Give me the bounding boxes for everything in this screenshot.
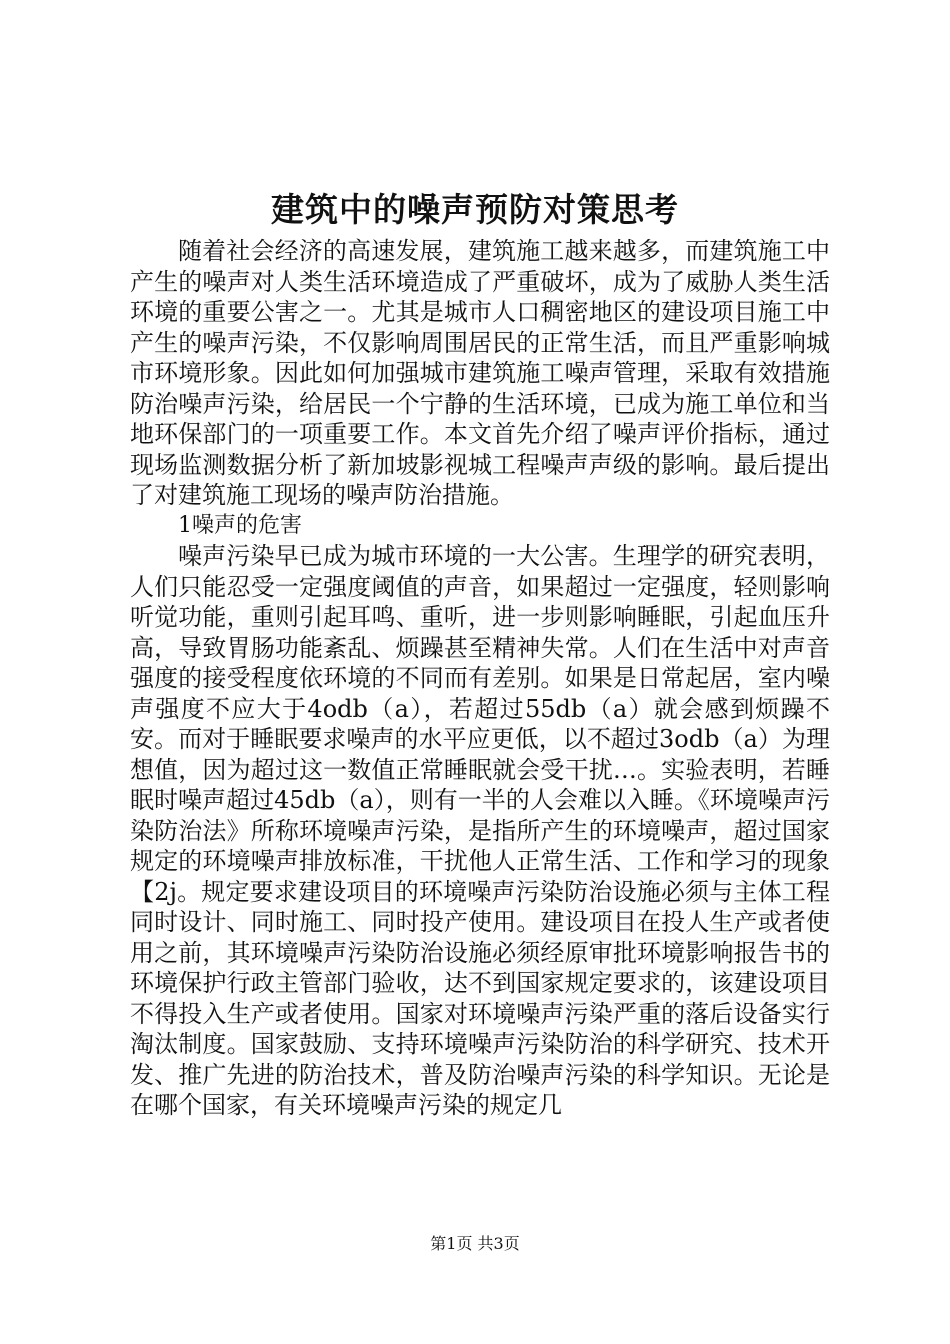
document-body (130, 236, 830, 1121)
document-title: 建筑中的噪声预防对策思考 (271, 190, 679, 229)
intro-paragraph: 随着社会经济的高速发展，建筑施工越来越多，而建筑施工中产生的噪声对人类生活环境造成了严重破坏，成为了威胁人类生活环境的重要公害之一。尤其是城市人口稠密地区的建设项目施工中产生的噪声污染，不仅影响周围居民的正常生活，而且严重影响城市环境形象。因此如何加强城市建筑施工噪声管理，采取有效措施防治噪声污染，给居民一个宁静的生活环境，已成为施工单位和当地环保部门的一项重要工作。本文首先介绍了噪声评价指标，通过现场监测数据分析了新加坡影视城工程噪声声级的影响。最后提出了对建筑施工现场的噪声防治措施。 (130, 237, 830, 509)
section-paragraph: 噪声污染早已成为城市环境的一大公害。生理学的研究表明，人们只能忍受一定强度阈值的声音，如果超过一定强度，轻则影响听觉功能，重则引起耳鸣、重听，进一步则影响睡眠，引起血压升高，导致胃肠功能紊乱、烦躁甚至精神失常。人们在生活中对声音强度的接受程度依环境的不同而有差别。如果是日常起居，室内噪声强度不应大于4odb（a），若超过55db（a）就会感到烦躁不安。而对于睡眠要求噪声的水平应更低，以不超过3odb（a）为理想值，因为超过这一数值正常睡眠就会受干扰…。实验表明，若睡眠时噪声超过45db（a），则有一半的人会难以入睡。《环境噪声污染防治法》所称环境噪声污染，是指所产生的环境噪声，超过国家规定的环境噪声排放标准，干扰他人正常生活、工作和学习的现象【2j。规定要求建设项目的环境噪声污染防治设施必须与主体工程同时设计、同时施工、同时投产使用。建设项目在投人生产或者使用之前，其环境噪声污染防治设施必须经原审批环境影响报告书的环境保护行政主管部门验收，达不到国家规定要求的，该建设项目不得投入生产或者使用。国家对环境噪声污染严重的落后设备实行淘汰制度。国家鼓励、支持环境噪声污染防治的科学研究、技术开发、推广先进的防治技术，普及防治噪声污染的科学知识。无论是在哪个国家，有关环境噪声污染的规定几 (130, 542, 830, 1119)
section-heading: 1噪声的危害 (178, 512, 302, 538)
page-number-footer: 第1页 共3页 (430, 1234, 520, 1253)
